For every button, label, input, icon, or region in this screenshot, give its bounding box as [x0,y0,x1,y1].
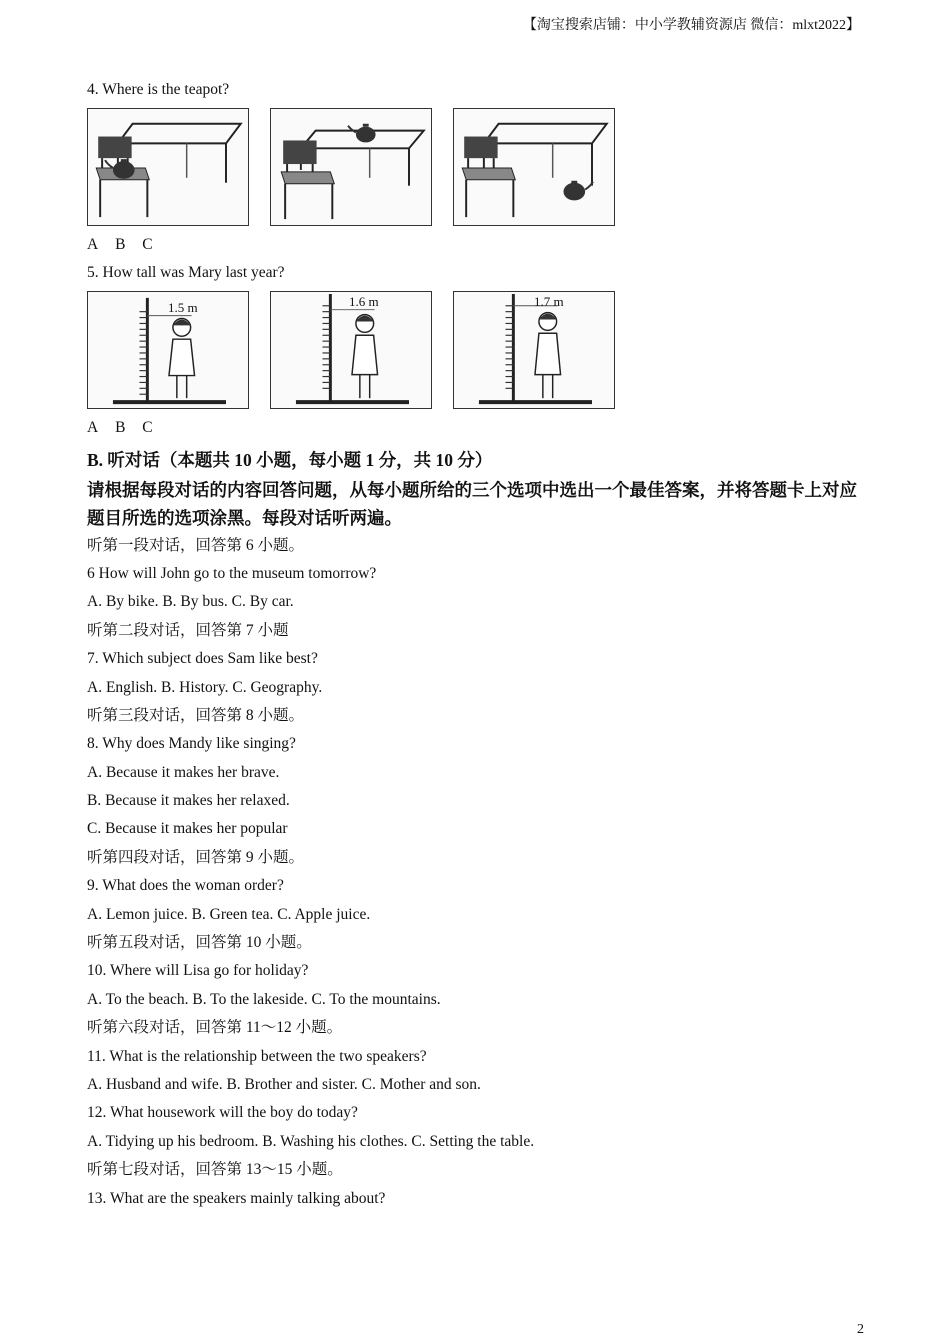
q4-option-b: B [115,236,126,254]
question-7-options: A. English. B. History. C. Geography. [87,678,323,696]
q4-picture-a [87,108,249,226]
question-11: 11. What is the relationship between the two speakers? [87,1047,427,1065]
question-6-options: A. By bike. B. By bus. C. By car. [87,593,294,611]
q4-picture-c [453,108,615,226]
question-8-option-a: A. Because it makes her brave. [87,763,280,781]
question-11-options: A. Husband and wife. B. Brother and sister. C. Mother and son. [87,1075,481,1093]
q4-option-c: C [142,236,153,254]
dialogue-5-instruction: 听第五段对话，回答第 10 小题。 [87,934,312,952]
question-8-option-c: C. Because it makes her popular [87,820,288,838]
question-8: 8. Why does Mandy like singing? [87,735,296,753]
q5-picture-c [453,291,615,409]
height-label-a: 1.5 m [168,300,198,316]
dialogue-7-instruction: 听第七段对话，回答第 13～15 小题。 [87,1161,343,1179]
question-8-option-b: B. Because it makes her relaxed. [87,792,290,810]
question-9: 9. What does the woman order? [87,877,284,895]
q5-option-b: B [115,419,126,437]
q5-picture-a [87,291,249,409]
question-12: 12. What housework will the boy do today? [87,1104,358,1122]
page-number: 2 [857,1322,864,1337]
section-b-instruction: 请根据每段对话的内容回答问题，从每小题所给的三个选项中选出一个最佳答案，并将答题卡上对应题目所选的选项涂黑。每段对话听两遍。 [87,479,857,528]
question-10-options: A. To the beach. B. To the lakeside. C. To the mountains. [87,990,441,1008]
document-body [87,80,867,1217]
dialogue-1-instruction: 听第一段对话，回答第 6 小题。 [87,536,305,554]
teapot-on-chair-illustration [88,109,248,225]
q5-pictures [87,291,867,409]
dialogue-4-instruction: 听第四段对话，回答第 9 小题。 [87,848,305,866]
q5-picture-b [270,291,432,409]
question-12-options: A. Tidying up his bedroom. B. Washing his clothes. C. Setting the table. [87,1132,535,1150]
question-4: 4. Where is the teapot? [87,81,230,98]
height-label-b: 1.6 m [349,294,379,310]
question-13: 13. What are the speakers mainly talking about? [87,1189,386,1207]
question-5: 5. How tall was Mary last year? [87,263,285,281]
q4-option-a: A [87,236,99,254]
q5-option-letters [87,419,867,437]
dialogue-3-instruction: 听第三段对话，回答第 8 小题。 [87,706,305,724]
question-9-options: A. Lemon juice. B. Green tea. C. Apple juice. [87,905,371,923]
height-label-c: 1.7 m [534,294,564,310]
dialogue-2-instruction: 听第二段对话，回答第 7 小题 [87,621,289,639]
page-header: 【淘宝搜索店铺：中小学教辅资源店 微信：mlxt2022】 [522,18,860,33]
section-b-title: B. 听对话（本题共 10 小题，每小题 1 分，共 10 分） [87,449,493,470]
q5-option-c: C [142,419,153,437]
teapot-on-table-illustration [271,109,431,225]
q5-option-a: A [87,419,99,437]
question-7: 7. Which subject does Sam like best? [87,650,318,668]
q4-picture-b [270,108,432,226]
q4-option-letters [87,236,867,254]
question-10: 10. Where will Lisa go for holiday? [87,962,309,980]
teapot-under-table-illustration [454,109,614,225]
question-6: 6 How will John go to the museum tomorrow? [87,564,377,582]
dialogue-6-instruction: 听第六段对话，回答第 11～12 小题。 [87,1019,343,1037]
q4-pictures [87,108,867,226]
